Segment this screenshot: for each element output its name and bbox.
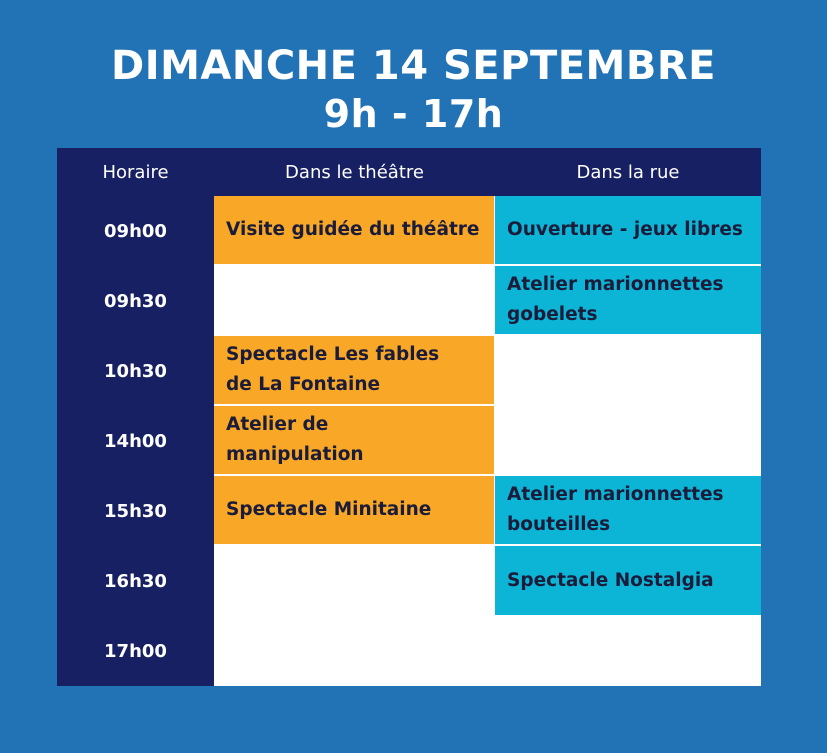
- event-text: Atelier de: [226, 414, 329, 435]
- event-text: Spectacle Nostalgia: [507, 569, 714, 591]
- rue-event: [495, 196, 761, 264]
- theatre-event: [214, 406, 494, 474]
- theatre-event: [214, 196, 494, 264]
- time-label: 10h30: [104, 361, 167, 382]
- time-label: 16h30: [104, 571, 167, 592]
- time-label: 17h00: [104, 641, 167, 662]
- time-label: 15h30: [104, 501, 167, 522]
- event-text: Spectacle Les fables: [226, 344, 440, 365]
- event-text: Atelier marionnettes: [507, 484, 724, 505]
- event-text: gobelets: [507, 304, 598, 325]
- page-subtitle-hours: 9h - 17h: [323, 92, 504, 136]
- event-text: de La Fontaine: [226, 374, 381, 395]
- theatre-event: [214, 476, 494, 544]
- header-rue: Dans la rue: [576, 162, 680, 183]
- event-text: bouteilles: [507, 514, 611, 535]
- header-horaire: Horaire: [102, 162, 169, 183]
- rue-event: [495, 266, 761, 334]
- header-row: [57, 148, 761, 196]
- theatre-event: [214, 336, 494, 404]
- event-text: Atelier marionnettes: [507, 274, 724, 295]
- event-text: Visite guidée du théâtre: [226, 219, 480, 240]
- event-text: Ouverture - jeux libres: [507, 219, 743, 240]
- page-title: DIMANCHE 14 SEPTEMBRE: [111, 43, 716, 89]
- time-label: 14h00: [104, 431, 167, 452]
- header-theatre: Dans le théâtre: [285, 162, 424, 183]
- time-label: 09h30: [104, 291, 167, 312]
- rue-event: [495, 476, 761, 544]
- event-text: Spectacle Minitaine: [226, 499, 432, 520]
- event-text: manipulation: [226, 444, 364, 465]
- time-label: 09h00: [104, 221, 167, 242]
- rue-event: [495, 546, 761, 615]
- schedule-table: [57, 148, 761, 686]
